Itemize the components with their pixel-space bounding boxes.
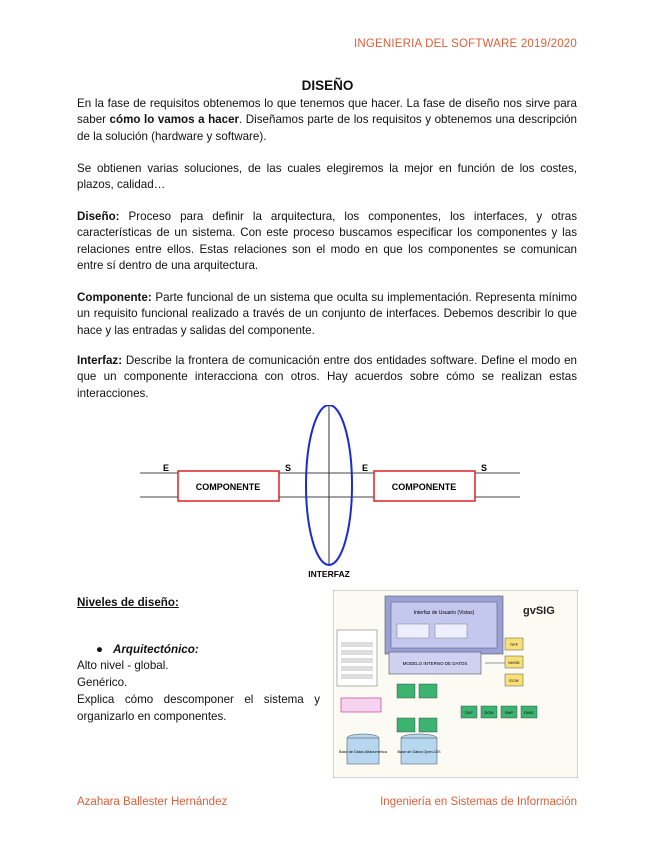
driver-label: DGN [484, 710, 494, 715]
definition-text: Describe la frontera de comunicación entre dos entidades software. Define el modo en que un componente interacciona con otros. Hay acuerdos sobre cómo se realizan estas interacciones. [77, 354, 577, 400]
definition-term: Interfaz: [77, 354, 123, 367]
db-left-label: Base de Datos Alfanumérica [339, 750, 387, 754]
port-s-left: S [285, 463, 292, 473]
intro-text-a: En la fase de requisitos obtenemos lo que tenemos que hacer. La fase de diseño nos sirve para saber [77, 97, 577, 127]
definition-interfaz [77, 353, 577, 402]
bullet-dot: ● [96, 643, 104, 656]
levels-line-1: Alto nivel - global. [77, 659, 169, 672]
definition-text: Parte funcional de un sistema que oculta su implementación. Representa mínimo un requisito funcional realizado a través de un conjunto de interfaces. Debemos describir lo que hace y las entradas y salidas del componente. [77, 291, 577, 337]
gvsig-architecture-image [333, 590, 578, 778]
left-panel-row [341, 642, 373, 647]
module-box [419, 684, 437, 698]
component-label-left: COMPONENTE [195, 482, 261, 492]
driver-label: DXF [465, 710, 473, 715]
left-panel-row [341, 650, 373, 655]
definition-componente [77, 290, 577, 339]
left-panel-row [341, 658, 373, 663]
definition-term: Diseño: [77, 210, 120, 223]
intro-text-b: . Diseñamos parte de los requisitos y obtenemos una descripción de la solución (hardware y software). [77, 113, 577, 143]
db-right-label: Base de Datos Open-GIS [397, 750, 441, 754]
interface-diagram [130, 405, 530, 585]
definition-term: Componente: [77, 291, 152, 304]
module-box [419, 718, 437, 732]
intro-paragraph-2: Se obtienen varias soluciones, de las cuales elegiremos la mejor en función de los costes, plazos, calidad… [77, 162, 577, 192]
iface-sub-box [435, 624, 467, 638]
iface-title: Interfaz de Usuario (Vistas) [413, 610, 475, 616]
driver-label: SHP [504, 710, 514, 715]
component-label-right: COMPONENTE [391, 482, 457, 492]
levels-heading: Niveles de diseño: [77, 596, 179, 609]
side-label: MrSID [508, 660, 520, 665]
footer-degree: Ingeniería en Sistemas de Información [380, 796, 577, 808]
side-label: ECW [509, 678, 519, 683]
model-title: MODELO INTERNO DE DATOS [402, 661, 468, 666]
port-s-right: S [481, 463, 488, 473]
levels-bullet [96, 643, 199, 656]
interface-caption: INTERFAZ [308, 569, 350, 579]
intro-paragraph-1 [77, 96, 577, 145]
left-panel-row [341, 666, 373, 671]
header-course: INGENIERIA DEL SOFTWARE 2019/2020 [353, 38, 577, 50]
levels-line-2: Genérico. [77, 676, 128, 689]
left-panel-row [341, 674, 373, 679]
page-title: DISEÑO [301, 78, 354, 93]
side-label: TIFF [509, 642, 519, 647]
iface-sub-box [397, 624, 429, 638]
port-e-left: E [163, 463, 170, 473]
module-box [397, 684, 415, 698]
bullet-label: Arquitectónico: [113, 643, 199, 656]
driver-label: DWG [524, 710, 534, 715]
port-e-right: E [362, 463, 369, 473]
module-box [397, 718, 415, 732]
access-driver-box [341, 698, 381, 712]
definition-diseno [77, 209, 577, 274]
brand-label: gvSIG [523, 605, 555, 617]
intro-text-bold: cómo lo vamos a hacer [109, 113, 240, 127]
footer-author: Azahara Ballester Hernández [77, 796, 228, 808]
levels-line-3: Explica cómo descomponer el sistema y organizarlo en componentes. [77, 693, 320, 723]
definition-text: Proceso para definir la arquitectura, los componentes, los interfaces, y otras características de un sistema. Con este proceso buscamos especificar los componentes y las relaciones entre ellos. Estas relaciones son el modo en que los componentes se comunican entre sí dentro de una arquitectura. [77, 210, 577, 272]
